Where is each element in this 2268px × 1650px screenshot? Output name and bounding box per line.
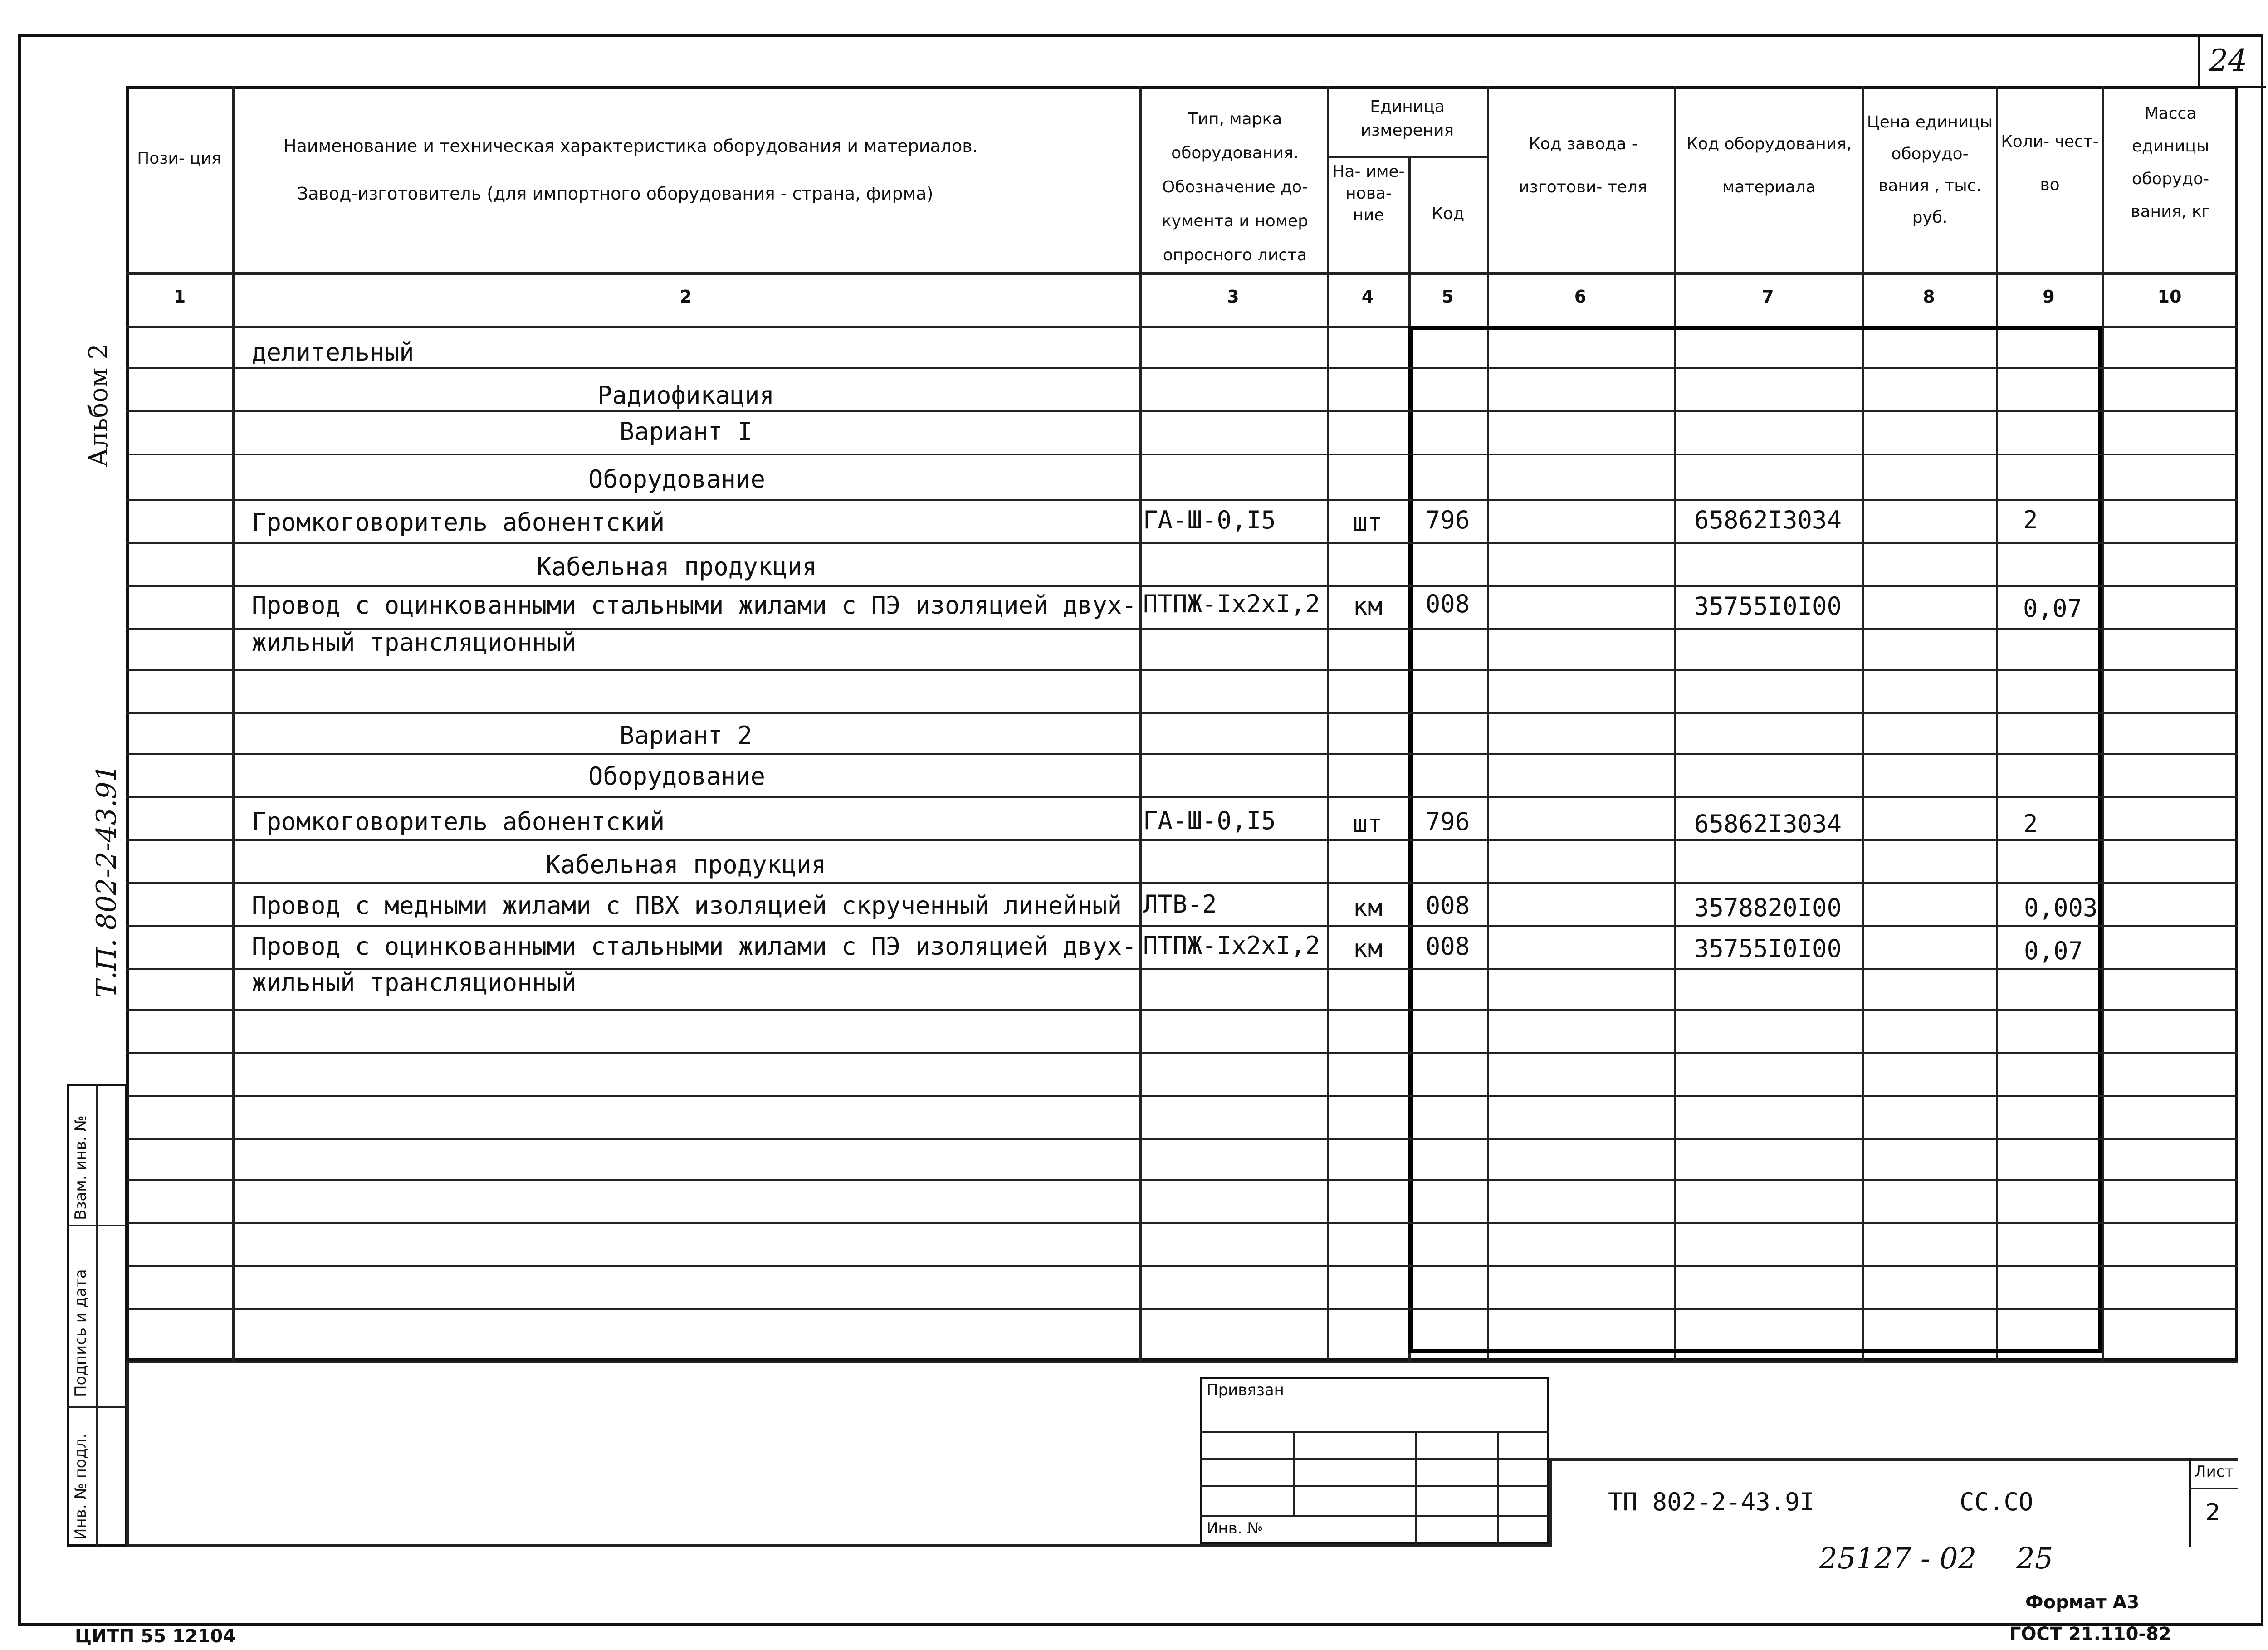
row-unit-code: 008 xyxy=(1425,891,1470,920)
row-line xyxy=(126,839,2238,841)
margin-strip-line xyxy=(67,1406,127,1408)
colnum-2: 2 xyxy=(679,287,692,307)
title-block-top xyxy=(1549,1458,2238,1461)
colnum-4: 4 xyxy=(1361,287,1374,307)
row-type: ЛТВ-2 xyxy=(1143,890,1217,918)
row-line xyxy=(126,1095,2238,1097)
row-line xyxy=(126,925,2238,927)
vzam-inv-label: Взам. инв. № xyxy=(72,1115,90,1220)
row-line xyxy=(126,542,2238,544)
row-line xyxy=(126,499,2238,501)
section-heading: Радиофикация xyxy=(597,381,775,410)
row-type: ПТПЖ-Iх2хI,2 xyxy=(1143,931,1320,960)
stamp-top-line xyxy=(126,1361,2238,1363)
row-unit: км xyxy=(1353,893,1383,922)
row-material-code: 65862I3034 xyxy=(1694,810,1842,838)
row-line xyxy=(126,585,2238,587)
handwritten-page: 25 xyxy=(2016,1542,2053,1576)
privyazan-col xyxy=(1415,1431,1417,1544)
row-unit: шт xyxy=(1353,508,1383,537)
header-factory-code: Код завода - изготови- теля xyxy=(1519,135,1647,196)
colnum-10: 10 xyxy=(2157,287,2182,307)
signature-date-label: Подпись и дата xyxy=(72,1269,90,1397)
row-line xyxy=(126,882,2238,884)
row-qty: 0,003 xyxy=(2024,893,2098,922)
row-name: Провод с оцинкованными стальными жилами с ПЭ изоляцией двух- xyxy=(252,932,1137,961)
colnum-5: 5 xyxy=(1442,287,1454,307)
header-position: Пози- ция xyxy=(137,149,221,168)
section-heading: Кабельная продукция xyxy=(546,850,826,879)
row-line xyxy=(126,1179,2238,1181)
list-label: Лист xyxy=(2195,1463,2234,1481)
row-name: Провод с медными жилами с ПВХ изоляцией скрученный линейный xyxy=(252,891,1122,920)
row-unit-code: 008 xyxy=(1425,590,1470,618)
header-name-line1: Наименование и техническая характеристика оборудования и материалов. xyxy=(284,136,978,156)
row-unit: км xyxy=(1353,592,1383,620)
row-line xyxy=(126,1265,2238,1267)
doc-mark: СС.СО xyxy=(1960,1488,2033,1516)
colnum-7: 7 xyxy=(1762,287,1774,307)
header-bottom xyxy=(126,272,2238,275)
row-material-code: 35755I0I00 xyxy=(1694,592,1842,620)
privyazan-col xyxy=(1497,1431,1499,1544)
privyazan-label: Привязан xyxy=(1207,1381,1284,1399)
row-material-code: 35755I0I00 xyxy=(1694,934,1842,963)
doc-code: ТП 802-2-43.9I xyxy=(1608,1488,1815,1516)
row-qty: 2 xyxy=(2023,506,2038,534)
privyazan-col xyxy=(1293,1431,1295,1515)
row-material-code: 3578820I00 xyxy=(1694,893,1842,922)
section-heading: Оборудование xyxy=(588,762,766,791)
header-material-code: Код оборудования, материала xyxy=(1686,135,1852,196)
header-price: Цена единицы оборудо- вания , тыс. руб. xyxy=(1867,113,1993,227)
gost-label: ГОСТ 21.110-82 xyxy=(2009,1624,2171,1645)
row-line xyxy=(126,669,2238,671)
row-unit-code: 008 xyxy=(1425,932,1470,961)
header-mass: Масса единицы оборудо- вания, кг xyxy=(2131,104,2210,221)
citp-label: ЦИТП 55 12104 xyxy=(75,1626,236,1647)
header-unit-name: На- име- нова- ние xyxy=(1332,162,1405,225)
row-line xyxy=(126,1009,2238,1011)
corner-number: 24 xyxy=(2209,43,2247,78)
margin-strip-divider xyxy=(96,1084,98,1547)
section-heading: Кабельная продукция xyxy=(537,552,817,581)
row-name-continued: жильный трансляционный xyxy=(252,968,577,997)
row-line xyxy=(126,1052,2238,1054)
colnum-6: 6 xyxy=(1574,287,1587,307)
header-unit-group: Единица измерения xyxy=(1360,98,1454,140)
row-unit-code: 796 xyxy=(1425,506,1470,534)
row-line xyxy=(126,367,2238,369)
list-box-divider xyxy=(2189,1488,2238,1489)
row-name: делительный xyxy=(252,338,414,366)
row-name: Громкоговоритель абонентский xyxy=(252,807,665,836)
inv-podl-label: Инв. № подл. xyxy=(72,1433,90,1540)
header-unit-code: Код xyxy=(1431,205,1465,223)
header-type: Тип, марка оборудования. Обозначение до- кумента и номер опросного листа xyxy=(1162,110,1308,264)
row-qty: 2 xyxy=(2023,810,2038,838)
row-name: Провод с оцинкованными стальными жилами с ПЭ изоляцией двух- xyxy=(252,591,1137,620)
colnum-1: 1 xyxy=(173,287,186,307)
row-material-code: 65862I3034 xyxy=(1694,506,1842,534)
row-line xyxy=(126,796,2238,798)
row-line xyxy=(126,410,2238,412)
colnum-3: 3 xyxy=(1227,287,1239,307)
list-number: 2 xyxy=(2205,1499,2221,1526)
row-qty: 0,07 xyxy=(2023,594,2082,623)
project-code-handwritten: Т.П. 802-2-43.91 xyxy=(91,764,122,998)
header-name-line2: Завод-изготовитель (для импортного оборудования - страна, фирма) xyxy=(297,184,934,204)
format-label: Формат А3 xyxy=(2025,1592,2140,1613)
row-unit: шт xyxy=(1353,810,1383,838)
row-line xyxy=(126,1308,2238,1310)
row-line xyxy=(126,454,2238,455)
inv-no-label: Инв. № xyxy=(1207,1519,1263,1538)
section-heading: Вариант 2 xyxy=(619,721,753,750)
album-label: Альбом 2 xyxy=(84,343,113,467)
row-qty: 0,07 xyxy=(2024,937,2083,965)
row-type: ПТПЖ-Iх2хI,2 xyxy=(1143,590,1320,618)
col-line-3 xyxy=(1327,86,1329,1361)
col-line-2 xyxy=(1139,86,1142,1361)
stamp-bottom-line xyxy=(126,1544,1550,1547)
row-type: ГА-Ш-0,I5 xyxy=(1143,806,1276,835)
section-heading: Оборудование xyxy=(588,465,766,493)
row-line xyxy=(126,753,2238,755)
colnum-9: 9 xyxy=(2043,287,2055,307)
row-line xyxy=(126,1138,2238,1140)
handwritten-number: 25127 - 02 xyxy=(1819,1542,1977,1576)
row-line xyxy=(126,712,2238,714)
row-name: Громкоговоритель абонентский xyxy=(252,508,665,537)
section-heading: Вариант I xyxy=(619,417,753,446)
margin-strip-line xyxy=(67,1225,127,1226)
stamp-left-edge xyxy=(126,1361,129,1547)
row-unit: км xyxy=(1353,934,1383,963)
row-unit-code: 796 xyxy=(1425,807,1470,836)
colnum-8: 8 xyxy=(1923,287,1935,307)
unit-group-divider xyxy=(1327,156,1487,158)
title-block-left xyxy=(1549,1458,1552,1547)
row-type: ГА-Ш-0,I5 xyxy=(1143,506,1276,534)
header-quantity: Коли- чест- во xyxy=(2001,132,2099,194)
row-line xyxy=(126,1222,2238,1224)
row-name-continued: жильный трансляционный xyxy=(252,628,577,657)
